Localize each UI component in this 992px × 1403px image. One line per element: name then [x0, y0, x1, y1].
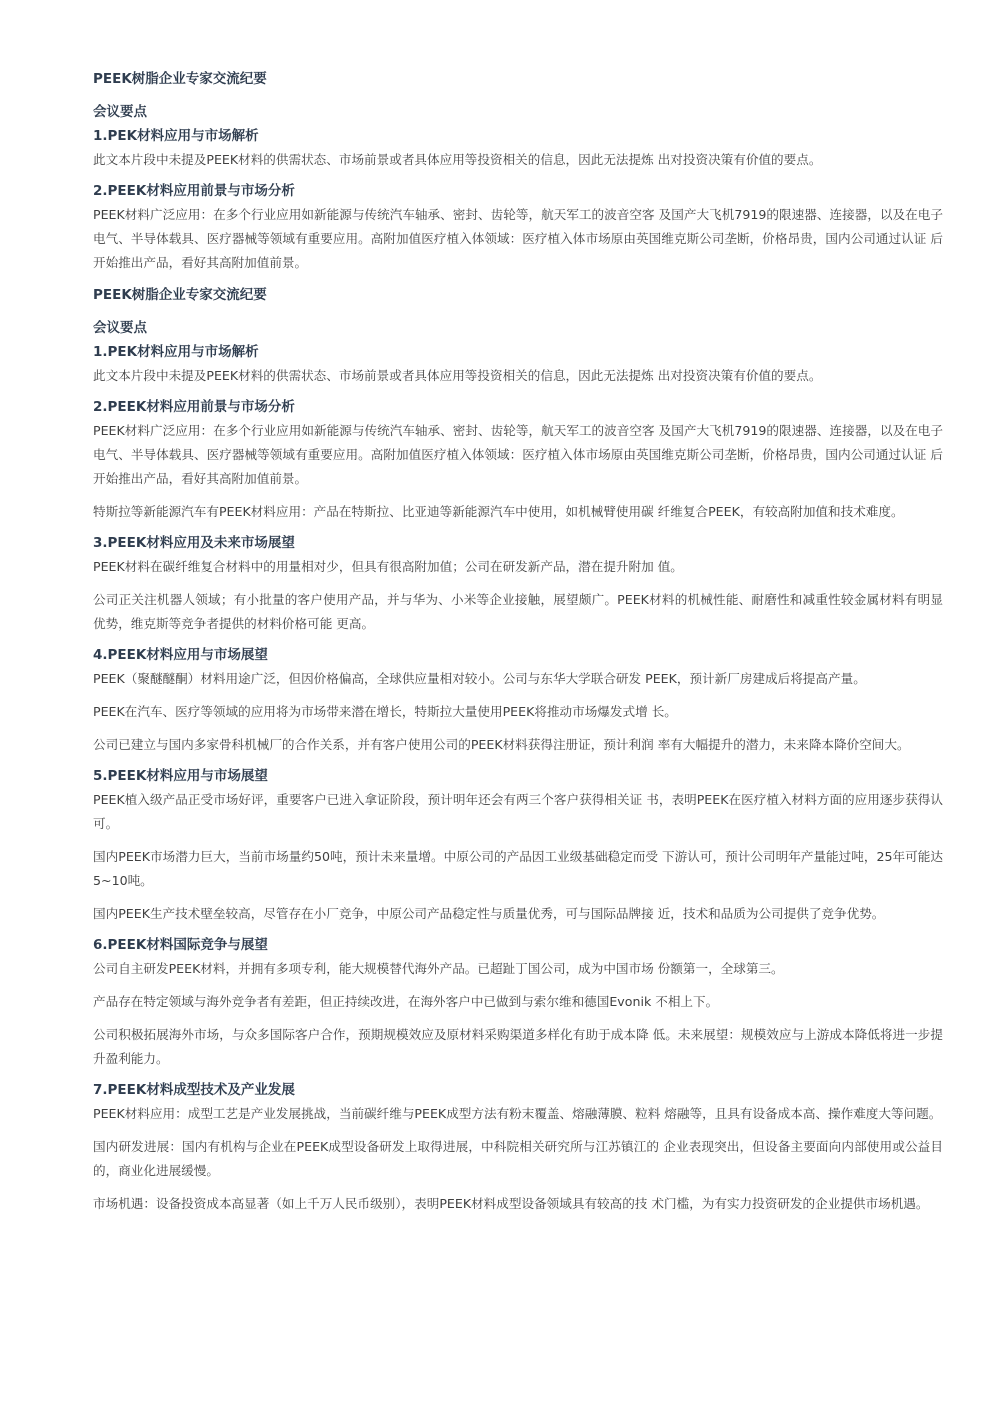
section	[93, 935, 943, 1071]
paragraph: 特斯拉等新能源汽车有PEEK材料应用：产品在特斯拉、比亚迪等新能源汽车中使用，如机械臂使用碳 纤维复合PEEK，有较高附加值和技术难度。	[93, 504, 904, 519]
paragraph: 公司积极拓展海外市场，与众多国际客户合作，预期规模效应及原材料采购渠道多样化有助于成本降 低。未来展望：规模效应与上游成本降低将进一步提升盈利能力。	[93, 1027, 943, 1066]
section	[93, 342, 943, 388]
section-heading: 3.PEEK材料应用及未来市场展望	[93, 535, 295, 551]
section-heading: 2.PEEK材料应用前景与市场分析	[93, 183, 295, 199]
paragraph: 国内PEEK市场潜力巨大，当前市场量约50吨，预计未来量增。中原公司的产品因工业级基础稳定而受 下游认可，预计公司明年产量能过吨，25年可能达5~10吨。	[93, 849, 943, 888]
section-heading: 5.PEEK材料应用与市场展望	[93, 768, 268, 784]
paragraph: 国内PEEK生产技术壁垒较高，尽管存在小厂竞争，中原公司产品稳定性与质量优秀，可与国际品牌接 近，技术和品质为公司提供了竞争优势。	[93, 906, 885, 921]
paragraph: PEEK材料广泛应用：在多个行业应用如新能源与传统汽车轴承、密封、齿轮等，航天军工的波音空客 及国产大飞机7919的限速器、连接器，以及在电子电气、半导体载具、医疗器械等领域有重要应用。高附加值医疗植入体领域：医疗植入体市场原由英国维克斯公司垄断，价格昂贵，国内公司通过认证 后开始推出产品，看好其高附加值前景。	[93, 207, 943, 270]
paragraph: PEEK材料在碳纤维复合材料中的用量相对少，但具有很高附加值；公司在研发新产品，潜在提升附加 值。	[93, 559, 683, 574]
section	[93, 645, 943, 757]
paragraph: 产品存在特定领域与海外竞争者有差距，但正持续改进，在海外客户中已做到与索尔维和德国Evonik 不相上下。	[93, 994, 719, 1009]
section-heading: 6.PEEK材料国际竞争与展望	[93, 937, 268, 953]
meeting-points-heading: 会议要点	[93, 104, 147, 120]
section-heading: 4.PEEK材料应用与市场展望	[93, 647, 268, 663]
paragraph: PEEK植入级产品正受市场好评，重要客户已进入拿证阶段，预计明年还会有两三个客户获得相关证 书，表明PEEK在医疗植入材料方面的应用逐步获得认可。	[93, 792, 943, 831]
section	[93, 181, 943, 275]
section	[93, 766, 943, 926]
paragraph: 公司正关注机器人领域；有小批量的客户使用产品，并与华为、小米等企业接触，展望颇广。PEEK材料的机械性能、耐磨性和减重性较金属材料有明显优势，维克斯等竞争者提供的材料价格可能 更高。	[93, 592, 943, 631]
paragraph: 此文本片段中未提及PEEK材料的供需状态、市场前景或者具体应用等投资相关的信息，因此无法提炼 出对投资决策有价值的要点。	[93, 368, 822, 383]
section	[93, 533, 943, 636]
document-title: PEEK树脂企业专家交流纪要	[93, 71, 267, 87]
section	[93, 126, 943, 172]
paragraph: 国内研发进展：国内有机构与企业在PEEK成型设备研发上取得进展，中科院相关研究所与江苏镇江的 企业表现突出，但设备主要面向内部使用或公益目的，商业化进展缓慢。	[93, 1139, 943, 1178]
paragraph: PEEK材料广泛应用：在多个行业应用如新能源与传统汽车轴承、密封、齿轮等，航天军工的波音空客 及国产大飞机7919的限速器、连接器，以及在电子电气、半导体载具、医疗器械等领域有重要应用。高附加值医疗植入体领域：医疗植入体市场原由英国维克斯公司垄断，价格昂贵，国内公司通过认证 后开始推出产品，看好其高附加值前景。	[93, 423, 943, 486]
section-heading: 2.PEEK材料应用前景与市场分析	[93, 399, 295, 415]
paragraph: PEEK（聚醚醚酮）材料用途广泛，但因价格偏高，全球供应量相对较小。公司与东华大学联合研发 PEEK，预计新厂房建成后将提高产量。	[93, 671, 866, 686]
paragraph: 公司已建立与国内多家骨科机械厂的合作关系，并有客户使用公司的PEEK材料获得注册证，预计利润 率有大幅提升的潜力，未来降本降价空间大。	[93, 737, 910, 752]
section	[93, 397, 943, 524]
paragraph: 市场机遇：设备投资成本高显著（如上千万人民币级别），表明PEEK材料成型设备领域具有较高的技 术门槛，为有实力投资研发的企业提供市场机遇。	[93, 1196, 929, 1211]
document	[93, 68, 943, 1225]
paragraph: 公司自主研发PEEK材料，并拥有多项专利，能大规模替代海外产品。已超趾丁国公司，成为中国市场 份额第一，全球第三。	[93, 961, 784, 976]
summary-block	[93, 284, 943, 1216]
summary-block	[93, 68, 943, 275]
section-heading: 7.PEEK材料成型技术及产业发展	[93, 1082, 295, 1098]
section-heading: 1.PEK材料应用与市场解析	[93, 344, 259, 360]
paragraph: PEEK材料应用：成型工艺是产业发展挑战，当前碳纤维与PEEK成型方法有粉末覆盖、熔融薄膜、粒料 熔融等，且具有设备成本高、操作难度大等问题。	[93, 1106, 942, 1121]
document-title: PEEK树脂企业专家交流纪要	[93, 287, 267, 303]
section-heading: 1.PEK材料应用与市场解析	[93, 128, 259, 144]
paragraph: PEEK在汽车、医疗等领域的应用将为市场带来潜在增长，特斯拉大量使用PEEK将推动市场爆发式增 长。	[93, 704, 677, 719]
meeting-points-heading: 会议要点	[93, 320, 147, 336]
section	[93, 1080, 943, 1216]
paragraph: 此文本片段中未提及PEEK材料的供需状态、市场前景或者具体应用等投资相关的信息，因此无法提炼 出对投资决策有价值的要点。	[93, 152, 822, 167]
